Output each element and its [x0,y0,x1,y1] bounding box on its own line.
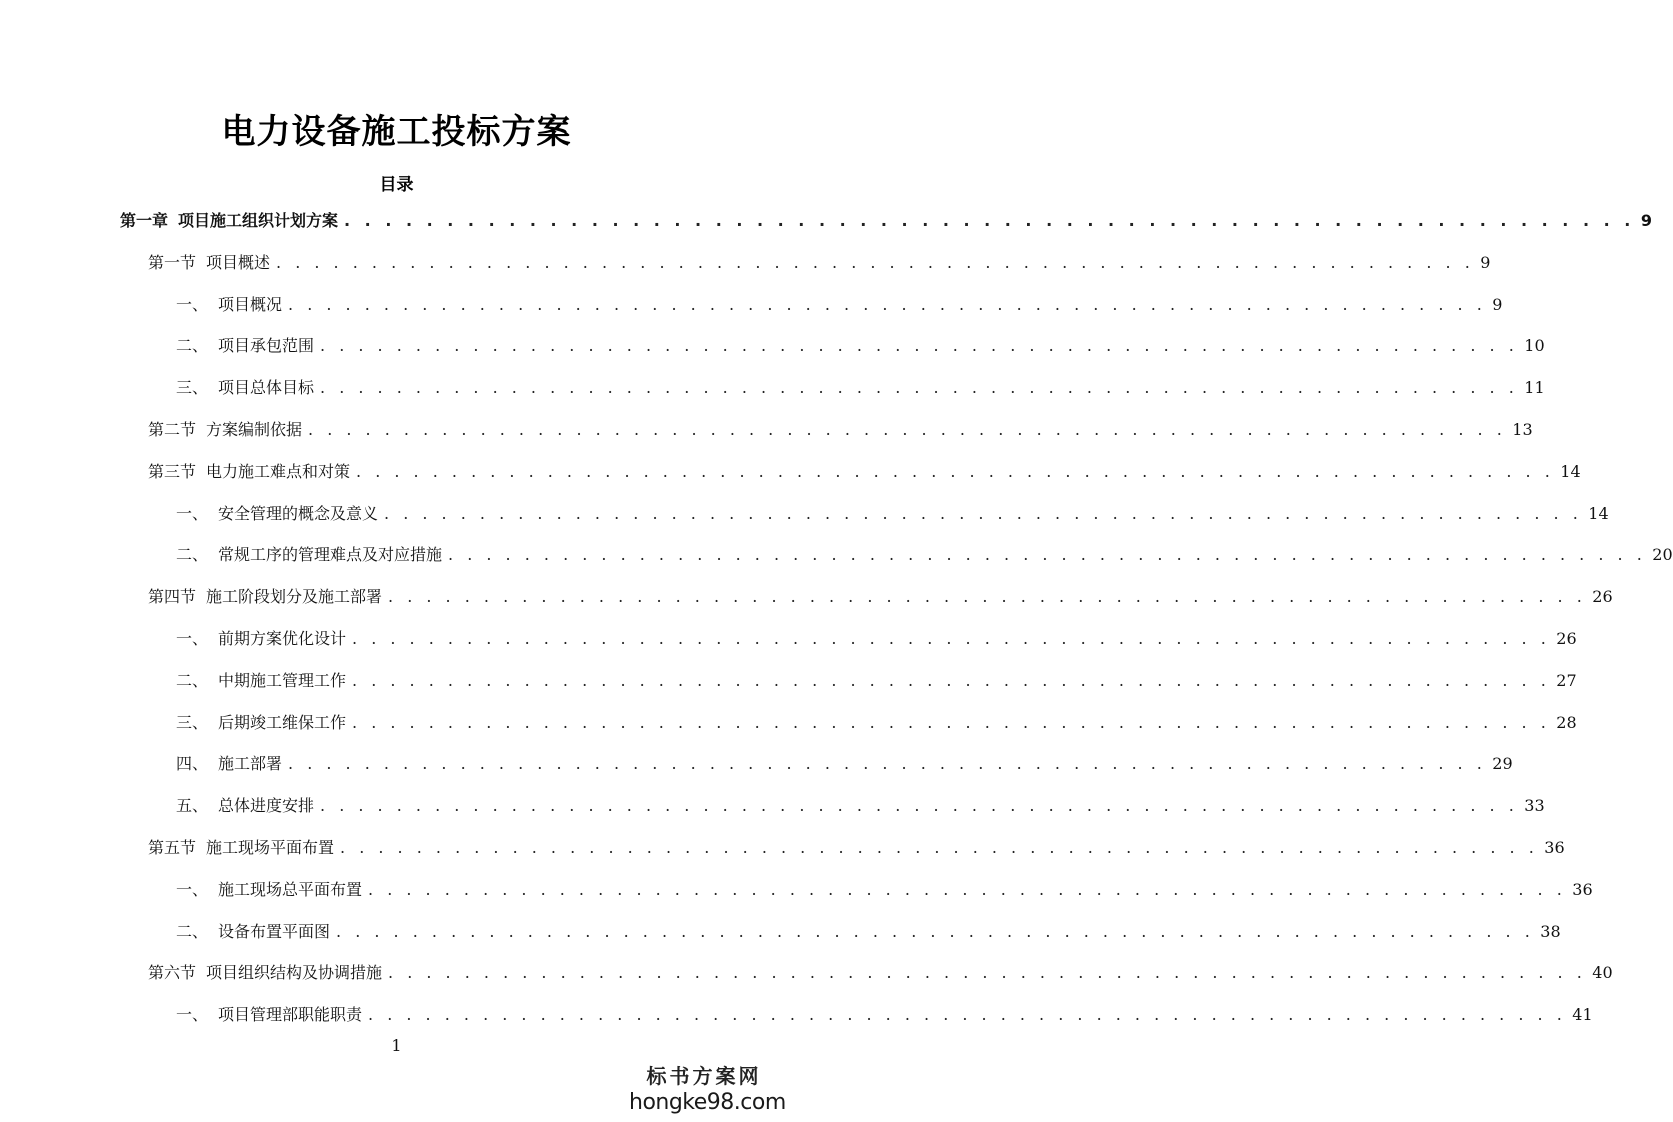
toc-entry[interactable] [120,202,1652,240]
toc-entry-title: 项目管理部职能职责 [218,1005,363,1025]
toc-entry-page: 36 [1544,838,1565,857]
toc-entry-number: 一、 [176,629,209,648]
toc-dot-leader: . . . . . . . . . . . . . . . . . . . . . . . . . . . . . . . . . . . . . . . . . . . . . . . . . . . . . . . . . . . . . . . [368,879,1567,899]
toc-entry-title: 安全管理的概念及意义 [218,503,379,523]
watermark [629,1062,786,1116]
toc-entry[interactable] [176,327,1545,365]
toc-dot-leader: . . . . . . . . . . . . . . . . . . . . . . . . . . . . . . . . . . . . . . . . . . . . . . . . . . . . . . . . . . . . . . . [320,336,1519,356]
toc-entry-title: 施工现场平面布置 [206,838,335,857]
page-number: 1 [391,1036,402,1055]
toc-entry-page: 28 [1556,712,1577,732]
toc-entry-page: 14 [1560,461,1581,481]
toc-entry[interactable] [176,996,1593,1034]
toc-entry-page: 9 [1640,211,1652,230]
toc-entry[interactable] [176,787,1545,825]
toc-entry-page: 10 [1524,336,1545,356]
toc-entry-page: 13 [1512,420,1533,439]
toc-entry-number: 一、 [176,879,209,899]
document-title: 电力设备施工投标方案 [221,112,572,152]
toc-entry-title: 项目概况 [218,294,283,314]
toc-entry[interactable] [176,662,1577,700]
toc-entry[interactable] [176,536,1673,574]
toc-dot-leader: . . . . . . . . . . . . . . . . . . . . . . . . . . . . . . . . . . . . . . . . . . . . . . . . . . . . . . . . . . . . . . . [288,754,1487,774]
toc-entry-number: 三、 [176,378,209,398]
toc-entry-number: 一、 [176,503,209,523]
toc-entry-page: 33 [1524,796,1545,816]
toc-entry-page: 11 [1524,378,1545,398]
toc-entry-number: 二、 [176,336,209,356]
toc-entry-title: 常规工序的管理难点及对应措施 [218,545,443,565]
toc-heading: 目录 [379,175,414,195]
toc-entry-title: 项目组织结构及协调措施 [206,963,383,983]
toc-entry-title: 前期方案优化设计 [218,629,347,648]
toc-dot-leader: . . . . . . . . . . . . . . . . . . . . . . . . . . . . . . . . . . . . . . . . . . . . . . . . . . . . . . . . . . . . . . . [388,963,1587,983]
toc-entry-page: 36 [1572,879,1593,899]
toc-dot-leader: . . . . . . . . . . . . . . . . . . . . . . . . . . . . . . . . . . . . . . . . . . . . . . . . . . . . . . . . . . . . . . . [340,838,1539,857]
toc-dot-leader: . . . . . . . . . . . . . . . . . . . . . . . . . . . . . . . . . . . . . . . . . . . . . . . . . . . . . . . . . . . . . . . [336,921,1535,941]
toc-entry-page: 38 [1540,921,1561,941]
toc-dot-leader: . . . . . . . . . . . . . . . . . . . . . . . . . . . . . . . . . . . . . . . . . . . . . . . . . . . . . . . . . . . . . . . [288,294,1487,314]
toc-entry[interactable] [148,453,1581,491]
toc-entry-page: 29 [1492,754,1513,774]
toc-entry-number: 第二节 [148,420,197,439]
toc-entry[interactable] [176,620,1577,658]
toc-dot-leader: . . . . . . . . . . . . . . . . . . . . . . . . . . . . . . . . . . . . . . . . . . . . . . . . . . . . . . . . . . . . . . . [368,1005,1567,1025]
toc-entry-number: 第一节 [148,252,197,272]
toc-entry-number: 第一章 [120,211,169,230]
toc-entry-title: 施工部署 [218,754,283,774]
toc-dot-leader: . . . . . . . . . . . . . . . . . . . . . . . . . . . . . . . . . . . . . . . . . . . . . . . . . . . . . . . . . . . . . . . [352,629,1551,648]
toc-entry-title: 项目承包范围 [218,336,315,356]
watermark-text: 标书方案网 [646,1064,762,1088]
toc-entry-page: 9 [1492,294,1503,314]
toc-entry-title: 项目施工组织计划方案 [178,211,339,230]
toc-entry[interactable] [148,954,1613,992]
toc-entry-title: 中期施工管理工作 [218,670,347,690]
toc-dot-leader: . . . . . . . . . . . . . . . . . . . . . . . . . . . . . . . . . . . . . . . . . . . . . . . . . . . . . . . . . . . . . . . [356,461,1555,481]
toc-entry-number: 五、 [176,796,209,816]
toc-dot-leader: . . . . . . . . . . . . . . . . . . . . . . . . . . . . . . . . . . . . . . . . . . . . . . . . . . . . . . . . . . . . . . . [320,796,1519,816]
toc-entry-title: 施工阶段划分及施工部署 [206,587,383,607]
watermark-url: hongke98.com [629,1090,786,1115]
toc-dot-leader: . . . . . . . . . . . . . . . . . . . . . . . . . . . . . . . . . . . . . . . . . . . . . . . . . . . . . . . . . . . . . . . [388,587,1587,607]
toc-entry-title: 总体进度安排 [218,796,315,816]
toc-entry[interactable] [176,369,1545,407]
toc-dot-leader: . . . . . . . . . . . . . . . . . . . . . . . . . . . . . . . . . . . . . . . . . . . . . . . . . . . . . . . . . . . . . . . [276,252,1475,272]
toc-entry-title: 设备布置平面图 [218,921,331,941]
toc-entry-title: 方案编制依据 [206,420,303,439]
toc-dot-leader: . . . . . . . . . . . . . . . . . . . . . . . . . . . . . . . . . . . . . . . . . . . . . . . . . . . . . . . . . . . . . . . [384,503,1583,523]
toc-dot-leader: . . . . . . . . . . . . . . . . . . . . . . . . . . . . . . . . . . . . . . . . . . . . . . . . . . . . . . . . . . . . . . . [308,420,1507,439]
toc-entry-page: 40 [1592,963,1613,983]
toc-dot-leader: . . . . . . . . . . . . . . . . . . . . . . . . . . . . . . . . . . . . . . . . . . . . . . . . . . . . . . . . . . . . . . . [448,545,1647,565]
toc-dot-leader: . . . . . . . . . . . . . . . . . . . . . . . . . . . . . . . . . . . . . . . . . . . . . . . . . . . . . . . . . . . . . . . [320,378,1519,398]
toc-entry[interactable] [148,244,1491,282]
toc-entry[interactable] [176,745,1513,783]
toc-entry-number: 三、 [176,712,209,732]
toc-entry-page: 26 [1556,629,1577,648]
toc-entry[interactable] [148,578,1613,616]
toc-entry-title: 项目概述 [206,252,271,272]
toc-entry-page: 27 [1556,670,1577,690]
toc-entry-title: 项目总体目标 [218,378,315,398]
toc-entry-page: 14 [1588,503,1609,523]
toc-dot-leader: . . . . . . . . . . . . . . . . . . . . . . . . . . . . . . . . . . . . . . . . . . . . . . . . . . . . . . . . . . . . . . . [344,211,1635,230]
toc-entry-page: 9 [1480,252,1491,272]
toc-entry-number: 第五节 [148,838,197,857]
toc-entry[interactable] [176,286,1503,324]
toc-entry-number: 二、 [176,670,209,690]
toc-entry-number: 一、 [176,294,209,314]
toc-entry-number: 第三节 [148,461,197,481]
toc-entry-number: 第六节 [148,963,197,983]
toc-entry-title: 施工现场总平面布置 [218,879,363,899]
toc-entry-number: 二、 [176,921,209,941]
toc-entry-number: 第四节 [148,587,197,607]
toc-entry-title: 电力施工难点和对策 [206,461,351,481]
toc-entry[interactable] [176,871,1593,909]
toc-entry[interactable] [148,829,1565,867]
toc-entry-number: 四、 [176,754,209,774]
toc-entry-page: 26 [1592,587,1613,607]
toc-entry[interactable] [148,411,1533,449]
toc-entry[interactable] [176,495,1609,533]
toc-entry-title: 后期竣工维保工作 [218,712,347,732]
toc-entry-page: 41 [1572,1005,1593,1025]
toc-dot-leader: . . . . . . . . . . . . . . . . . . . . . . . . . . . . . . . . . . . . . . . . . . . . . . . . . . . . . . . . . . . . . . . [352,712,1551,732]
toc-entry-page: 20 [1652,545,1673,565]
toc-entry-number: 二、 [176,545,209,565]
toc-entry[interactable] [176,913,1561,951]
toc-entry-number: 一、 [176,1005,209,1025]
toc-dot-leader: . . . . . . . . . . . . . . . . . . . . . . . . . . . . . . . . . . . . . . . . . . . . . . . . . . . . . . . . . . . . . . . [352,670,1551,690]
toc-entry[interactable] [176,704,1577,742]
